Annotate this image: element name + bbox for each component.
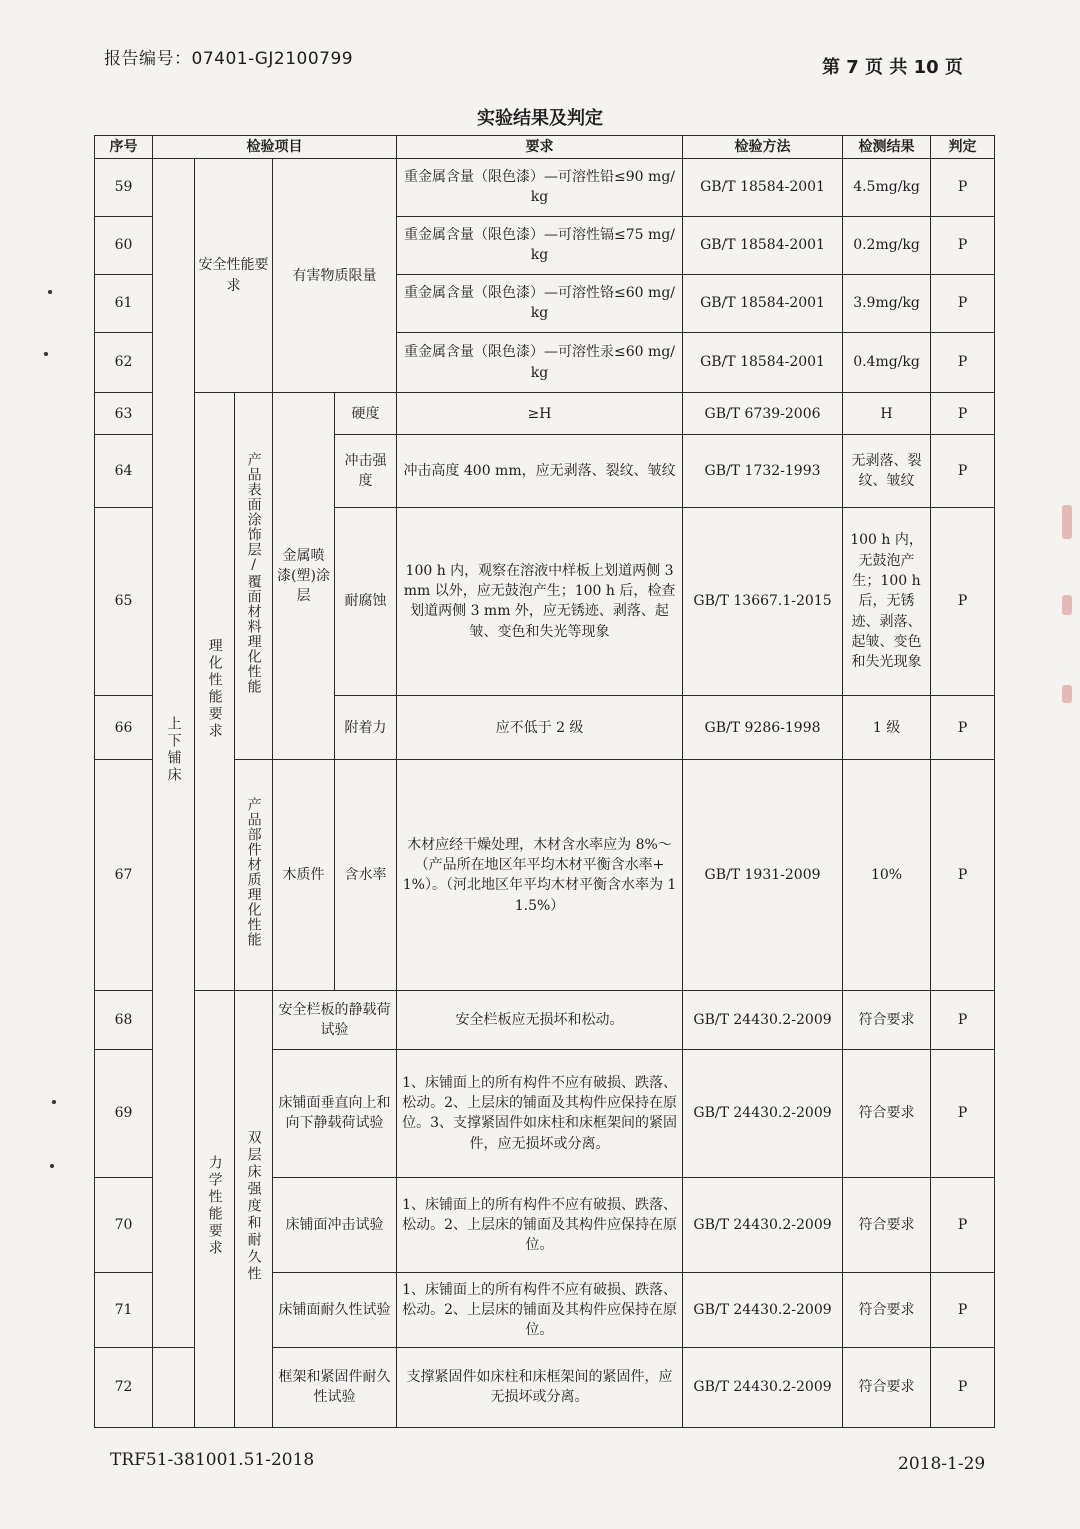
subitem-cell: 附着力: [335, 696, 397, 760]
verdict-cell: P: [931, 1049, 995, 1177]
method-cell: GB/T 1931-2009: [683, 760, 843, 991]
result-cell: 无剥落、裂纹、皱纹: [843, 435, 931, 507]
row-number: 65: [95, 507, 153, 696]
method-cell: GB/T 13667.1-2015: [683, 507, 843, 696]
row-number: 66: [95, 696, 153, 760]
group-harmful-substances: 有害物质限量: [273, 159, 397, 393]
verdict-cell: P: [931, 760, 995, 991]
group-mechanical: 力学性能要求: [195, 991, 235, 1428]
method-cell: GB/T 18584-2001: [683, 216, 843, 274]
report-number: 报告编号：07401-GJ2100799: [104, 49, 354, 69]
method-cell: GB/T 9286-1998: [683, 696, 843, 760]
group-safety: 安全性能要求: [195, 159, 273, 393]
scan-speck: [52, 1100, 56, 1104]
stamp-edge: [1062, 595, 1072, 615]
requirement-cell: ≥H: [397, 393, 683, 435]
result-cell: 0.4mg/kg: [843, 332, 931, 392]
col-header-seq: 序号: [95, 136, 153, 159]
scan-speck: [48, 290, 52, 294]
verdict-cell: P: [931, 1273, 995, 1347]
result-cell: 0.2mg/kg: [843, 216, 931, 274]
requirement-cell: 1、床铺面上的所有构件不应有破损、跌落、松动。2、上层床的铺面及其构件应保持在原位。: [397, 1273, 683, 1347]
row-number: 68: [95, 991, 153, 1049]
stamp-edge: [1062, 685, 1072, 703]
col-header-requirement: 要求: [397, 136, 683, 159]
verdict-cell: P: [931, 216, 995, 274]
col-header-verdict: 判定: [931, 136, 995, 159]
row-number: 63: [95, 393, 153, 435]
stamp-edge: [1062, 505, 1072, 539]
requirement-cell: 重金属含量（限色漆）—可溶性铬≤60 mg/kg: [397, 274, 683, 332]
method-cell: GB/T 18584-2001: [683, 332, 843, 392]
verdict-cell: P: [931, 696, 995, 760]
table-header-row: [95, 136, 995, 159]
row-number: 62: [95, 332, 153, 392]
row-number: 59: [95, 159, 153, 216]
requirement-cell: 100 h 内，观察在溶液中样板上划道两侧 3 mm 以外，应无鼓泡产生；100 h 后，检查划道两侧 3 mm 外，应无锈迹、剥落、起皱、变色和失光等现象: [397, 507, 683, 696]
result-cell: 10%: [843, 760, 931, 991]
subitem-cell: 安全栏板的静载荷试验: [273, 991, 397, 1049]
group-bunk-strength: 双层床强度和耐久性: [235, 991, 273, 1428]
group-physchem: 理化性能要求: [195, 393, 235, 991]
subitem-cell: 床铺面耐久性试验: [273, 1273, 397, 1347]
result-cell: 符合要求: [843, 1273, 931, 1347]
row-number: 61: [95, 274, 153, 332]
col-header-result: 检测结果: [843, 136, 931, 159]
table-row: [95, 159, 995, 216]
requirement-cell: 1、床铺面上的所有构件不应有破损、跌落、松动。2、上层床的铺面及其构件应保持在原位。: [397, 1177, 683, 1272]
method-cell: GB/T 18584-2001: [683, 159, 843, 216]
verdict-cell: P: [931, 393, 995, 435]
method-cell: GB/T 24430.2-2009: [683, 1049, 843, 1177]
group-product-tail: [153, 1347, 195, 1427]
requirement-cell: 木材应经干燥处理，木材含水率应为 8%～（产品所在地区年平均木材平衡含水率+1%）。（河北地区年平均木材平衡含水率为 11.5%）: [397, 760, 683, 991]
verdict-cell: P: [931, 274, 995, 332]
method-cell: GB/T 18584-2001: [683, 274, 843, 332]
row-number: 67: [95, 760, 153, 991]
result-cell: 符合要求: [843, 1347, 931, 1427]
requirement-cell: 支撑紧固件如床柱和床框架间的紧固件，应无损坏或分离。: [397, 1347, 683, 1427]
group-metal-coating: 金属喷漆(塑)涂层: [273, 393, 335, 760]
row-number: 70: [95, 1177, 153, 1272]
row-number: 64: [95, 435, 153, 507]
row-number: 72: [95, 1347, 153, 1427]
scan-speck: [44, 352, 48, 356]
verdict-cell: P: [931, 435, 995, 507]
method-cell: GB/T 24430.2-2009: [683, 991, 843, 1049]
scan-speck: [50, 1164, 54, 1168]
col-header-item: 检验项目: [153, 136, 397, 159]
table-row: [95, 991, 995, 1049]
row-number: 60: [95, 216, 153, 274]
document-title: 实验结果及判定: [477, 108, 603, 129]
requirement-cell: 重金属含量（限色漆）—可溶性镉≤75 mg/kg: [397, 216, 683, 274]
result-cell: 符合要求: [843, 1177, 931, 1272]
subitem-cell: 床铺面垂直向上和向下静载荷试验: [273, 1049, 397, 1177]
requirement-cell: 安全栏板应无损坏和松动。: [397, 991, 683, 1049]
col-header-method: 检验方法: [683, 136, 843, 159]
verdict-cell: P: [931, 507, 995, 696]
result-cell: H: [843, 393, 931, 435]
form-number: TRF51-381001.51-2018: [110, 1450, 315, 1470]
requirement-cell: 冲击高度 400 mm，应无剥落、裂纹、皱纹: [397, 435, 683, 507]
subitem-cell: 硬度: [335, 393, 397, 435]
row-number: 71: [95, 1273, 153, 1347]
result-cell: 1 级: [843, 696, 931, 760]
verdict-cell: P: [931, 991, 995, 1049]
group-wood: 木质件: [273, 760, 335, 991]
group-parts: 产品部件材质理化性能: [235, 760, 273, 991]
method-cell: GB/T 24430.2-2009: [683, 1273, 843, 1347]
requirement-cell: 应不低于 2 级: [397, 696, 683, 760]
row-number: 69: [95, 1049, 153, 1177]
verdict-cell: P: [931, 1347, 995, 1427]
method-cell: GB/T 1732-1993: [683, 435, 843, 507]
method-cell: GB/T 24430.2-2009: [683, 1347, 843, 1427]
requirement-cell: 重金属含量（限色漆）—可溶性汞≤60 mg/kg: [397, 332, 683, 392]
verdict-cell: P: [931, 159, 995, 216]
result-cell: 符合要求: [843, 991, 931, 1049]
page-indicator: 第 7 页 共 10 页: [822, 57, 963, 78]
result-cell: 100 h 内，无鼓泡产生；100 h 后，无锈迹、剥落、起皱、变色和失光现象: [843, 507, 931, 696]
result-cell: 4.5mg/kg: [843, 159, 931, 216]
subitem-cell: 框架和紧固件耐久性试验: [273, 1347, 397, 1427]
result-cell: 符合要求: [843, 1049, 931, 1177]
subitem-cell: 含水率: [335, 760, 397, 991]
group-coating: 产品表面涂饰层/覆面材料理化性能: [235, 393, 273, 760]
requirement-cell: 重金属含量（限色漆）—可溶性铅≤90 mg/kg: [397, 159, 683, 216]
table-row: [95, 393, 995, 435]
result-cell: 3.9mg/kg: [843, 274, 931, 332]
verdict-cell: P: [931, 1177, 995, 1272]
subitem-cell: 耐腐蚀: [335, 507, 397, 696]
subitem-cell: 床铺面冲击试验: [273, 1177, 397, 1272]
results-table: [94, 135, 995, 1428]
requirement-cell: 1、床铺面上的所有构件不应有破损、跌落、松动。2、上层床的铺面及其构件应保持在原位。3、支撑紧固件如床柱和床框架间的紧固件，应无损坏或分离。: [397, 1049, 683, 1177]
method-cell: GB/T 24430.2-2009: [683, 1177, 843, 1272]
subitem-cell: 冲击强度: [335, 435, 397, 507]
verdict-cell: P: [931, 332, 995, 392]
method-cell: GB/T 6739-2006: [683, 393, 843, 435]
group-product: 上下铺床: [153, 159, 195, 1347]
form-date: 2018-1-29: [898, 1454, 986, 1474]
